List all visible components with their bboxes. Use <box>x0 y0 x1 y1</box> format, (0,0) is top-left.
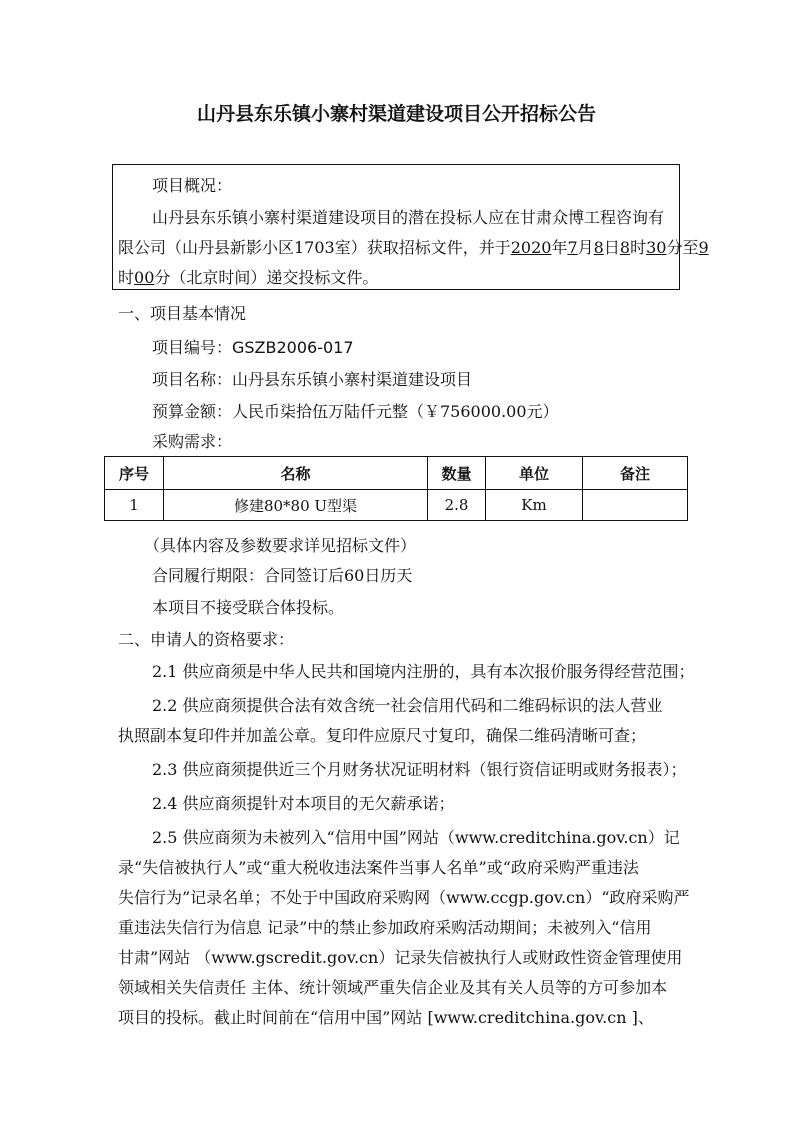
deadline-hour: 8 <box>619 238 631 257</box>
cell-quantity: 2.8 <box>428 490 486 521</box>
overview-line-1: 山丹县东乐镇小寨村渠道建设项目的潜在投标人应在甘肃众博工程咨询有 <box>152 208 665 227</box>
requirement-2-4: 2.4 供应商须提针对本项目的无欠薪承诺； <box>152 794 455 813</box>
header-index: 序号 <box>105 457 164 490</box>
requirement-2-1: 2.1 供应商须是中华人民共和国境内注册的，具有本次报价服务得经营范围； <box>152 662 695 681</box>
deadline-day: 8 <box>593 238 604 257</box>
deadline-end-minute: 00 <box>134 268 155 287</box>
table-header-row <box>105 457 688 490</box>
header-name: 名称 <box>164 457 428 490</box>
overview-heading: 项目概况： <box>152 176 233 195</box>
requirements-table <box>104 456 688 521</box>
requirement-2-3: 2.3 供应商须提供近三个月财务状况证明材料（银行资信证明或财务报表）； <box>152 760 687 779</box>
deadline-month: 7 <box>567 238 578 257</box>
deadline-end-hour: 9 <box>698 238 709 257</box>
header-quantity: 数量 <box>428 457 486 490</box>
overview-line-2: 限公司（山丹县新影小区1703室）获取招标文件，并于2020年7月8日8时30分至9 <box>118 238 709 257</box>
cell-remarks <box>583 490 688 521</box>
requirement-2-2-line-1: 2.2 供应商须提供合法有效含统一社会信用代码和二维码标识的法人营业 <box>152 696 663 715</box>
deadline-year: 2020 <box>510 238 552 257</box>
requirement-2-5-line-6: 领域相关失信责任 主体、统计领域严重失信企业及其有关人员等的方可参加本 <box>118 978 668 997</box>
section-2-heading: 二、申请人的资格要求： <box>118 630 295 649</box>
requirements-label: 采购需求： <box>152 432 233 451</box>
requirement-2-5-line-7: 项目的投标。截止时间前在“信用中国”网站 [www.creditchina.gov.cn ]、 <box>118 1008 654 1027</box>
requirement-2-5-line-2: 录“失信被执行人”或“重大税收违法案件当事人名单”或“政府采购严重违法 <box>118 858 639 877</box>
cell-unit: Km <box>486 490 583 521</box>
contract-period: 合同履行期限：合同签订后60日历天 <box>152 566 413 585</box>
consortium-note: 本项目不接受联合体投标。 <box>152 598 345 617</box>
cell-index: 1 <box>105 490 164 521</box>
requirement-2-2-line-2: 执照副本复印件并加盖公章。复印件应原尺寸复印，确保二维码清晰可查； <box>118 726 647 745</box>
project-budget: 预算金额：人民币柒拾伍万陆仟元整（￥756000.00元） <box>152 402 559 421</box>
requirement-2-5-line-4: 重违法失信行为信息 记录”中的禁止参加政府采购活动期间；未被列入“信用 <box>118 918 652 937</box>
requirement-2-5-line-3: 失信行为”记录名单；不处于中国政府采购网（www.ccgp.gov.cn）“政府采购严 <box>118 888 690 907</box>
cell-name: 修建80*80 U型渠 <box>164 490 428 521</box>
details-note: （具体内容及参数要求详见招标文件） <box>144 536 417 555</box>
header-remarks: 备注 <box>583 457 688 490</box>
requirement-2-5-line-1: 2.5 供应商须为未被列入“信用中国”网站（www.creditchina.gov.cn）记 <box>152 828 680 847</box>
table-row <box>105 490 688 521</box>
header-unit: 单位 <box>486 457 583 490</box>
page-title: 山丹县东乐镇小寨村渠道建设项目公开招标公告 <box>196 103 596 125</box>
requirement-2-5-line-5: 甘肃”网站 （www.gscredit.gov.cn）记录失信被执行人或财政性资金管理使用 <box>118 948 683 967</box>
project-name: 项目名称：山丹县东乐镇小寨村渠道建设项目 <box>152 370 473 389</box>
deadline-minute: 30 <box>646 238 667 257</box>
project-code: 项目编号：GSZB2006-017 <box>152 338 354 357</box>
overview-line-3: 时00分（北京时间）递交投标文件。 <box>118 268 379 287</box>
section-1-heading: 一、项目基本情况 <box>118 304 247 323</box>
